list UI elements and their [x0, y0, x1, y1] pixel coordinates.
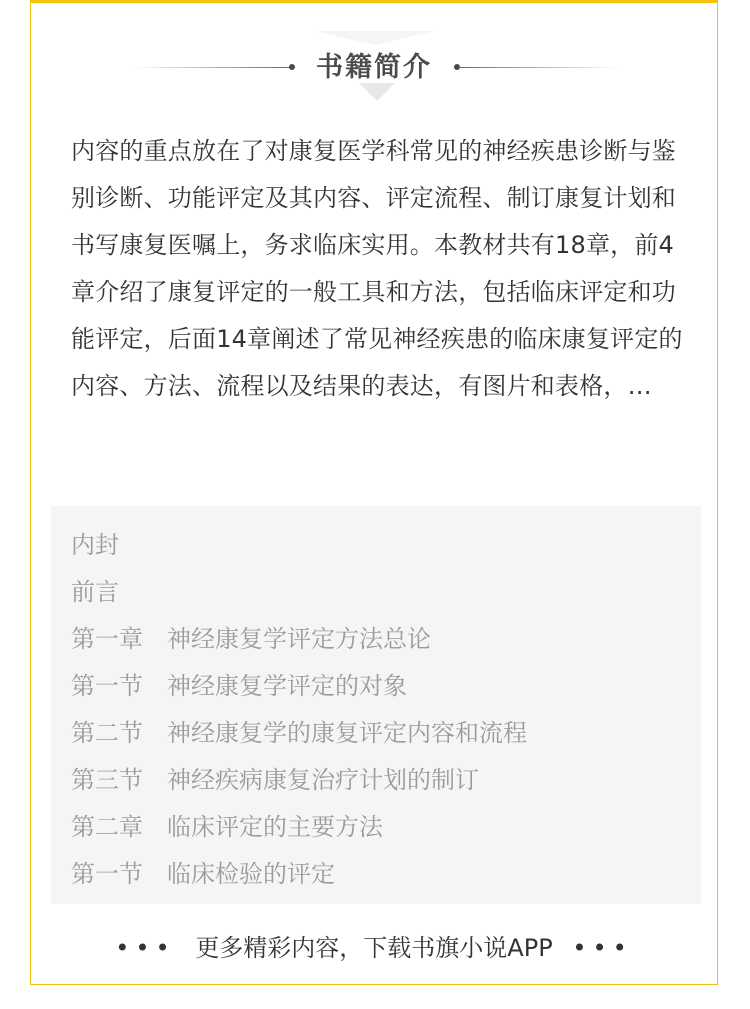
more-dots-right: ••• [572, 934, 633, 962]
book-intro-text: 内容的重点放在了对康复医学科常见的神经疾患诊断与鉴别诊断、功能评定及其内容、评定流程、制订康复计划和书写康复医嘱上，务求临床实用。本教材共有18章，前4章介绍了康复评定的一般工具和方法，包括临床评定和功能评定，后面14章阐述了常见神经疾患的临床康复评定的内容、方法、流程以及结果的表达，有图片和表格，… [71, 137, 683, 400]
toc-item[interactable]: 第一节 神经康复学评定的对象 [71, 672, 407, 700]
header-divider-right [459, 67, 621, 68]
section-title: 书籍简介 [316, 52, 432, 83]
toc-item[interactable]: 前言 [71, 578, 119, 606]
toc-item[interactable]: 第一节 临床检验的评定 [71, 860, 335, 888]
toc-item[interactable]: 第二节 神经康复学的康复评定内容和流程 [71, 719, 527, 747]
header-decoration-bottom [359, 83, 395, 101]
toc-item[interactable]: 内封 [71, 531, 119, 559]
book-intro-card [30, 0, 718, 985]
download-app-label: 更多精彩内容，下载书旗小说APP [195, 934, 553, 962]
toc-item[interactable]: 第一章 神经康复学评定方法总论 [71, 625, 431, 653]
header-decoration-top [315, 31, 435, 45]
table-of-contents [51, 506, 701, 904]
download-app-link[interactable] [31, 928, 717, 963]
section-header [31, 31, 717, 101]
toc-item[interactable]: 第三节 神经疾病康复治疗计划的制订 [71, 766, 479, 794]
toc-item[interactable]: 第二章 临床评定的主要方法 [71, 813, 383, 841]
more-dots-left: ••• [115, 934, 176, 962]
